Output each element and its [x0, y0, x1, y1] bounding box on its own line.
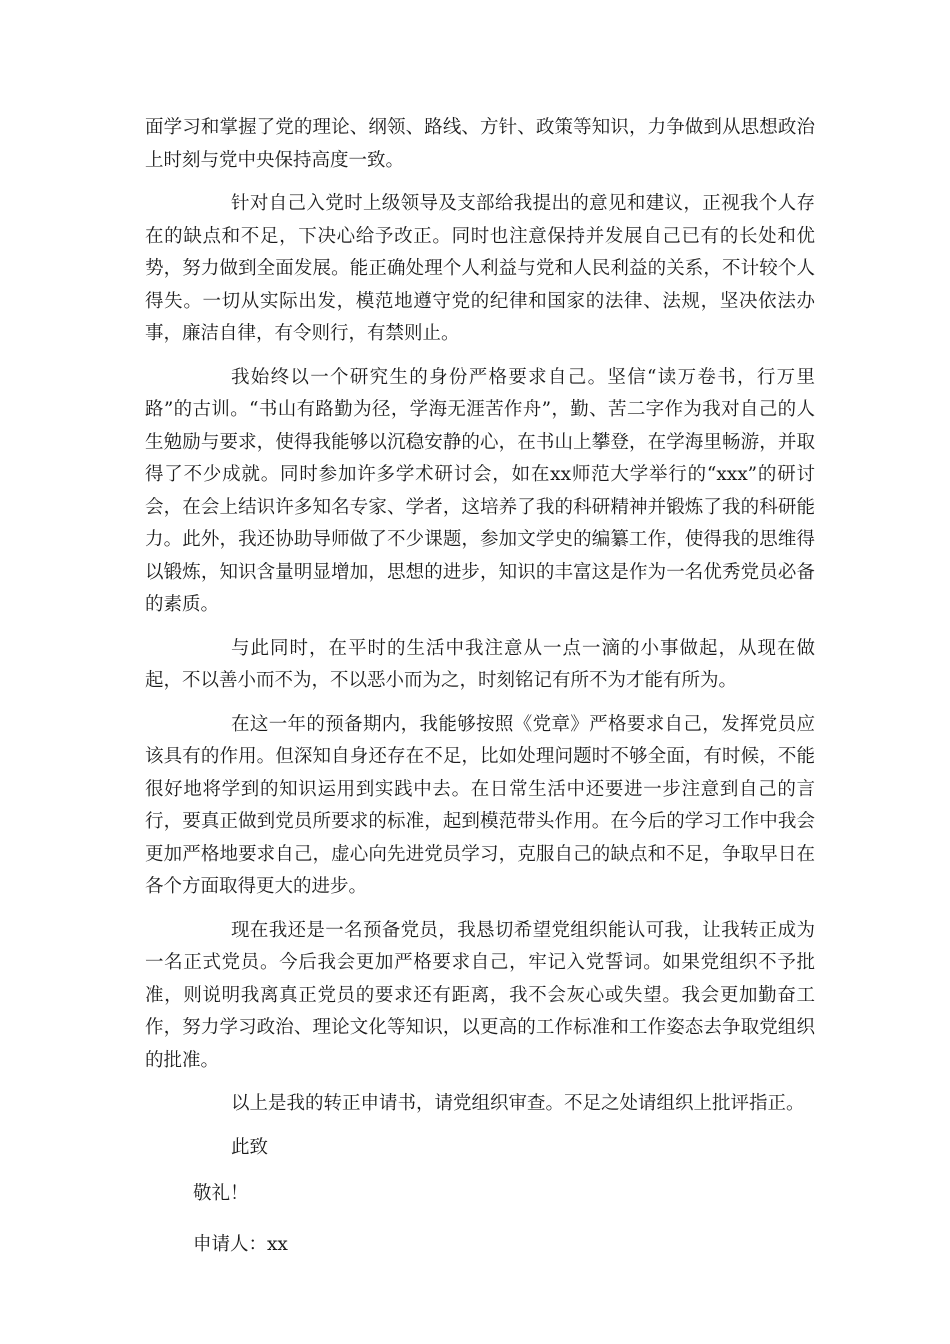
paragraph-7: 以上是我的转正申请书，请党组织审查。不足之处请组织上批评指正。: [231, 1093, 805, 1114]
paragraph-2: 针对自己入党时上级领导及支部给我提出的意见和建议，正视我个人存在的缺点和不足，下决心给予改正。同时也注意保持并发展自己已有的长处和优势，努力做到全面发展。能正确处理个人利益与党和人民利益的关系，不计较个人得失。一切从实际出发，模范地遵守党的纪律和国家的法律、法规，坚决依法办事，廉洁自律，有令则行，有禁则止。: [145, 193, 815, 344]
paragraph-3: 我始终以一个研究生的身份严格要求自己。坚信“读万卷书，行万里路”的古训。“书山有路勤为径，学海无涯苦作舟”，勤、苦二字作为我对自己的人生勉励与要求，使得我能够以沉稳安静的心，在书山上攀登，在学海里畅游，并取得了不少成就。同时参加许多学术研讨会，如在xx师范大学举行的“xxx”的研讨会，在会上结识许多知名专家、学者，这培养了我的科研精神并锻炼了我的科研能力。此外，我还协助导师做了不少课题，参加文学史的编纂工作，使得我的思维得以锻炼，知识含量明显增加，思想的进步，知识的丰富这是作为一名优秀党员必备的素质。: [145, 366, 815, 615]
salutation: 敬礼！: [193, 1183, 249, 1204]
paragraph-6: 现在我还是一名预备党员，我恳切希望党组织能认可我，让我转正成为一名正式党员。今后我会更加严格要求自己，牢记入党誓词。如果党组织不予批准，则说明我离真正党员的要求还有距离，我不会灰心或失望。我会更加勤奋工作，努力学习政治、理论文化等知识，以更高的工作标准和工作姿态去争取党组织的批准。: [145, 919, 815, 1071]
applicant-signature: 申请人：xx: [193, 1233, 288, 1255]
paragraph-5: 在这一年的预备期内，我能够按照《党章》严格要求自己，发挥党员应该具有的作用。但深知自身还存在不足，比如处理问题时不够全面，有时候，不能很好地将学到的知识运用到实践中去。在日常生活中还要进一步注意到自己的言行，要真正做到党员所要求的标准，起到模范带头作用。在今后的学习工作中我会更加严格地要求自己，虚心向先进党员学习，克服自己的缺点和不足，争取早日在各个方面取得更大的进步。: [145, 713, 815, 897]
closing-phrase: 此致: [231, 1136, 269, 1158]
paragraph-1: 面学习和掌握了党的理论、纲领、路线、方针、政策等知识，力争做到从思想政治上时刻与党中央保持高度一致。: [145, 117, 815, 171]
letter-body: [145, 112, 815, 1261]
paragraph-4: 与此同时，在平时的生活中我注意从一点一滴的小事做起，从现在做起，不以善小而不为，不以恶小而为之，时刻铭记有所不为才能有所为。: [145, 637, 815, 691]
